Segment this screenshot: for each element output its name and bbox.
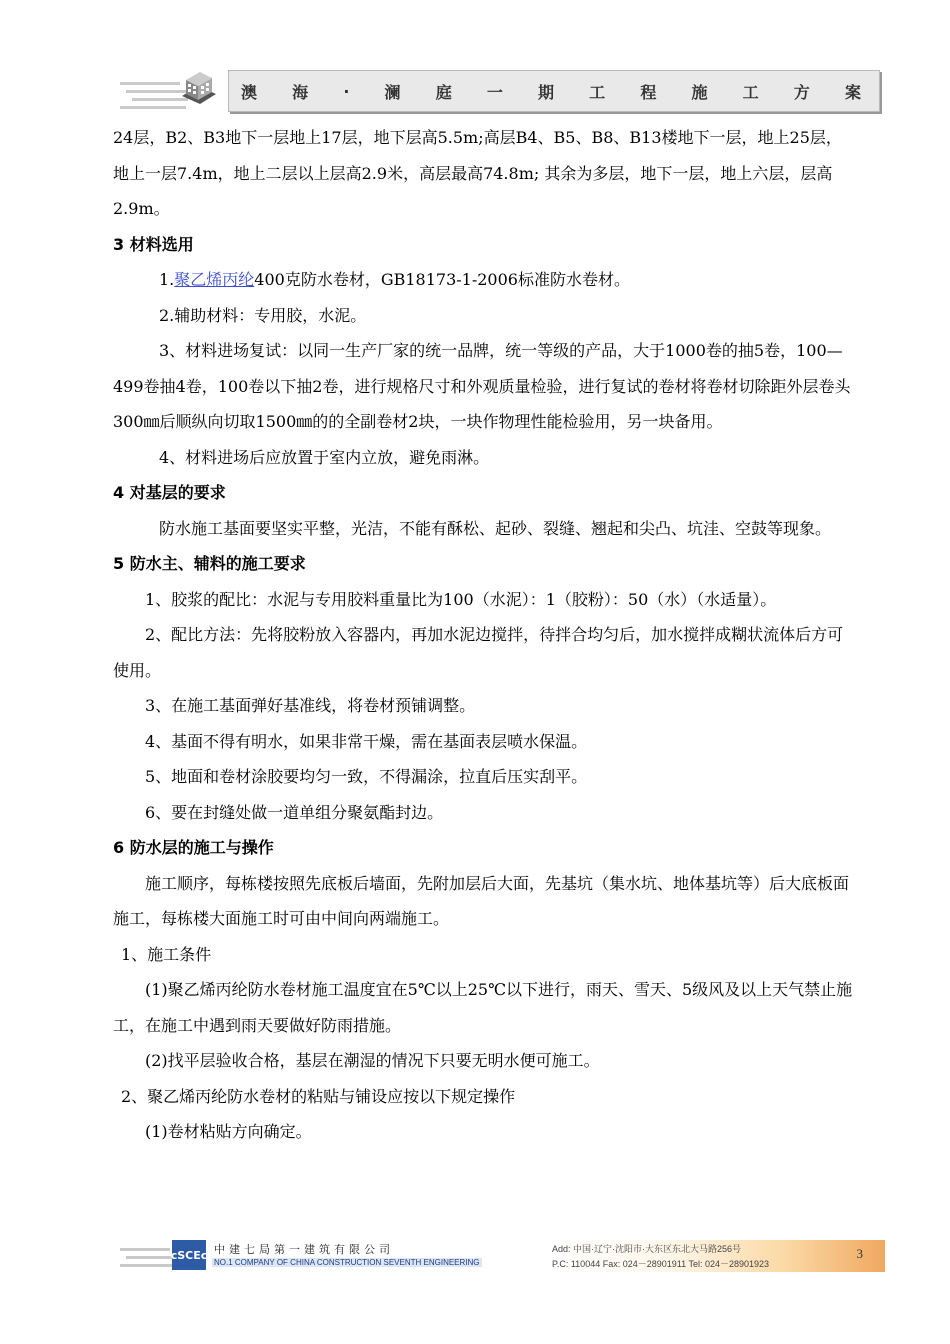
paragraph: 防水施工基面要坚实平整，光洁，不能有酥松、起砂、裂缝、翘起和尖凸、坑洼、空鼓等现象。 <box>159 518 832 538</box>
list-item: 5、地面和卷材涂胶要均匀一致，不得漏涂，拉直后压实刮平。 <box>145 767 588 786</box>
page-number: 3 <box>856 1246 863 1261</box>
title-char: 案 <box>844 82 861 102</box>
page-footer <box>120 1234 885 1274</box>
page-header <box>120 64 880 116</box>
title-char: 施 <box>691 82 708 102</box>
subsection-heading: 1、施工条件 <box>121 944 212 964</box>
list-item: 3、在施工基面弹好基准线，将卷材预铺调整。 <box>145 696 476 715</box>
company-contact: P.C: 110044 Fax: 024－28901911 Tel: 024－28901923 <box>552 1259 770 1269</box>
title-char: 澳 <box>241 82 258 102</box>
item-text: 400克防水卷材，GB18173-1-2006标准防水卷材。 <box>254 270 630 289</box>
section-heading: 6 防水层的施工与操作 <box>113 838 274 857</box>
company-name-cn: 中建七局第一建筑有限公司 <box>214 1243 394 1256</box>
paragraph: 施工顺序，每栋楼按照先底板后墙面，先附加层后大面，先基坑（集水坑、地体基坑等）后大底板面施工，每栋楼大面施工时可由中间向两端施工。 <box>113 873 850 928</box>
title-char: 方 <box>793 82 810 102</box>
subsection-heading: 2、聚乙烯丙纶防水卷材的粘贴与铺设应按以下规定操作 <box>121 1086 516 1106</box>
list-item: 2.辅助材料：专用胶，水泥。 <box>159 305 367 325</box>
title-char: 庭 <box>435 82 452 102</box>
paragraph: 24层，B2、B3地下一层地上17层，地下层高5.5m;高层B4、B5、B8、B13楼地下一层，地上25层，地上一层7.4m，地上二层以上层高2.9米，高层最高74.8m; 其余为多层，地下一层，地上六层，层高2.9m。 <box>113 128 842 218</box>
list-item: (2)找平层验收合格，基层在潮湿的情况下只要无明水便可施工。 <box>145 1051 600 1070</box>
company-name-en: NO.1 COMPANY OF CHINA CONSTRUCTION SEVENTH ENGINEERING <box>214 1258 480 1267</box>
contact-block <box>550 1240 885 1272</box>
list-item: 2、配比方法：先将胶粉放入容器内，再加水泥边搅拌，待拌合均匀后，加水搅拌成糊状流体后方可使用。 <box>113 625 844 680</box>
title-char: 程 <box>640 82 657 102</box>
list-item <box>113 262 853 298</box>
title-char: · <box>343 81 350 101</box>
list-item: 6、要在封缝处做一道单组分聚氨酯封边。 <box>145 802 444 822</box>
document-title-bar <box>228 70 880 112</box>
company-address: Add: 中国·辽宁·沈阳市·大东区东北大马路256号 <box>552 1244 742 1254</box>
list-item: (1)聚乙烯丙纶防水卷材施工温度宜在5℃以上25℃以下进行，雨天、雪天、5级风及以上天气禁止施工，在施工中遇到雨天要做好防雨措施。 <box>113 980 853 1035</box>
list-item: 3、材料进场复试：以同一生产厂家的统一品牌，统一等级的产品，大于1000卷的抽5卷，100—499卷抽4卷，100卷以下抽2卷，进行规格尺寸和外观质量检验，进行复试的卷材将卷材切除距外层卷头300㎜后顺纵向切取1500㎜的的全副卷材2块，一块作物理性能检验用，另一块备用。 <box>113 341 851 431</box>
list-item: 1、胶浆的配比：水泥与专用胶料重量比为100（水泥）：1（胶粉）：50（水）（水适量）。 <box>145 589 777 609</box>
title-char: 期 <box>538 82 555 102</box>
item-number: 1. <box>159 270 175 289</box>
section-heading: 3 材料选用 <box>113 234 194 254</box>
section-heading: 5 防水主、辅料的施工要求 <box>113 554 306 573</box>
material-link[interactable]: 聚乙烯丙纶 <box>174 270 255 289</box>
title-char: 海 <box>292 82 309 102</box>
title-char: 澜 <box>384 82 401 102</box>
list-item: 4、材料进场后应放置于室内立放，避免雨淋。 <box>159 447 490 467</box>
section-heading: 4 对基层的要求 <box>113 483 226 502</box>
building-logo-icon <box>178 68 220 110</box>
title-char: 工 <box>589 82 606 102</box>
company-logo: cSCEc <box>172 1240 206 1270</box>
list-item: (1)卷材粘贴方向确定。 <box>145 1122 312 1141</box>
list-item: 4、基面不得有明水，如果非常干燥，需在基面表层喷水保温。 <box>145 731 588 751</box>
title-char: 一 <box>486 82 503 102</box>
document-body <box>113 120 853 1150</box>
title-char: 工 <box>742 82 759 102</box>
